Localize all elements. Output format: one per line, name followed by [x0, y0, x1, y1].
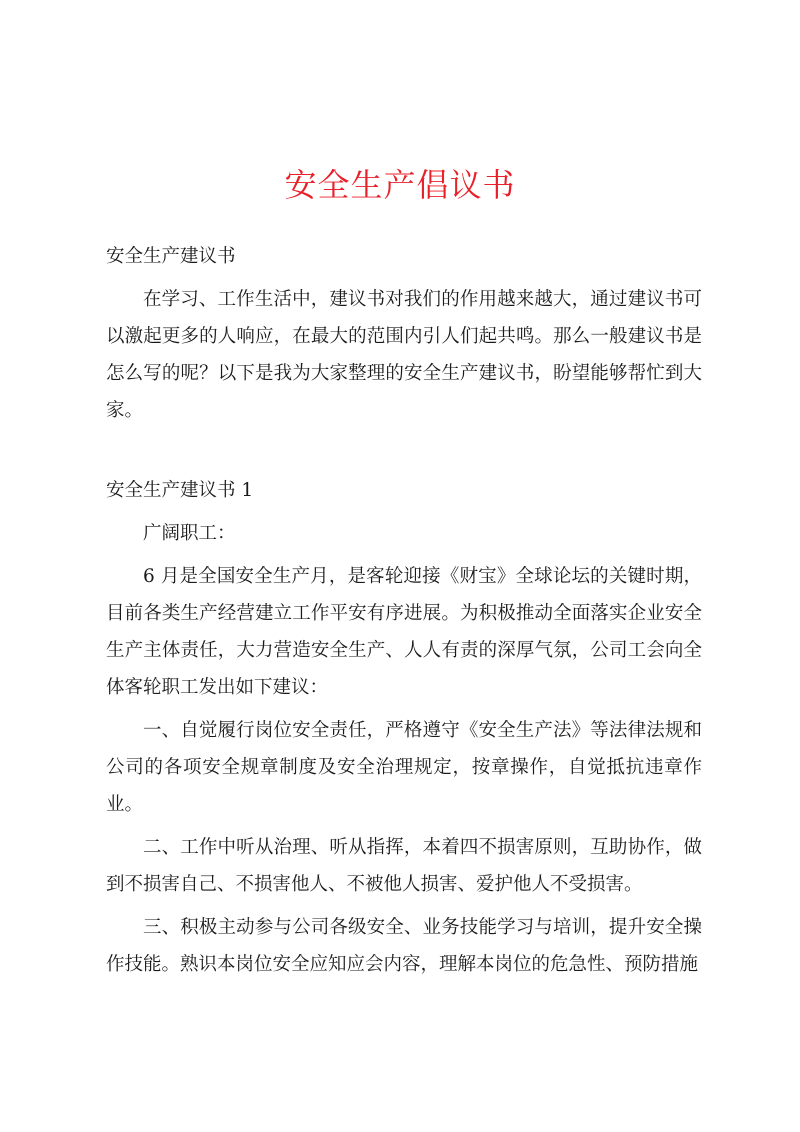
document-body — [106, 238, 702, 983]
body-paragraph: 6 月是全国安全生产月，是客轮迎接《财宝》全球论坛的关键时期，目前各类生产经营建立工作平安有序进展。为积极推动全面落实企业安全生产主体责任，大力营造安全生产、人人有责的深厚气氛，公司工会向全体客轮职工发出如下建议： — [106, 566, 702, 698]
body-paragraph: 三、积极主动参与公司各级安全、业务技能学习与培训，提升安全操作技能。熟识本岗位安全应知应会内容，理解本岗位的危急性、预防措施 — [106, 917, 702, 975]
section-heading: 安全生产建议书 1 — [106, 480, 254, 501]
intro-paragraph: 在学习、工作生活中，建议书对我们的作用越来越大，通过建议书可以激起更多的人响应，在最大的范围内引人们起共鸣。那么一般建议书是怎么写的呢？以下是我为大家整理的安全生产建议书，盼望能够帮忙到大家。 — [106, 289, 702, 421]
salutation: 广阔职工： — [143, 523, 236, 544]
body-paragraph: 二、工作中听从治理、听从指挥，本着四不损害原则，互助协作，做到不损害自己、不损害他人、不被他人损害、爱护他人不受损害。 — [106, 837, 702, 895]
document-title: 安全生产倡议书 — [284, 166, 516, 204]
intro-heading: 安全生产建议书 — [106, 246, 236, 267]
body-paragraph: 一、自觉履行岗位安全责任，严格遵守《安全生产法》等法律法规和公司的各项安全规章制度及安全治理规定，按章操作，自觉抵抗违章作业。 — [106, 720, 702, 815]
